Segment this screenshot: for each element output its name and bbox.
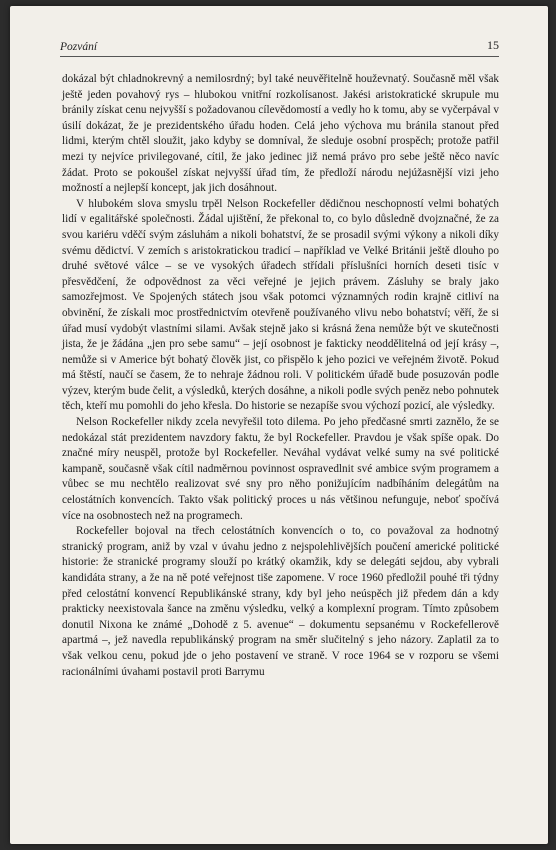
paragraph: dokázal být chladnokrevný a nemilosrdný; byl také neuvěřitelně houževnatý. Současně měl však ještě jeden povahový rys – hlubokou vnitřní rozkolísanost. Jakési aristokratické skrupule mu bránily získat cenu nejvyšší s požadovanou cílevědomostí a vedly ho k tomu, aby se vyčerpával v úsilí dokázat, že je prezidentského úřadu hoden. Celá jeho výchova mu bránila stanout před lidmi, kterým chtěl sloužit, jako kdyby se domníval, že sleduje osobní prospěch; protože patřil mezi ty nejvíce privilegované, cítil, že jako jedinec již nemá právo pro sebe ještě něco navíc žádat. Proto se pokoušel získat nejvyšší úřad tím, že předloží národu nejúžasnější vizi jeho možností a nejlepší koncept, jak jich dosáhnout.	[62, 73, 499, 195]
book-page	[10, 6, 548, 844]
page-header	[60, 36, 499, 57]
body-text	[62, 72, 499, 680]
running-title: Pozvání	[60, 41, 98, 53]
paragraph: Nelson Rockefeller nikdy zcela nevyřešil toto dilema. Po jeho předčasné smrti zaznělo, že se nedokázal stát prezidentem navzdory faktu, že byl Rockefeller. Pravdou je však spíše opak. Do značné míry neuspěl, protože byl Rockefeller. Neváhal vydávat velké sumy na své politické kampaně, současně však cítil nadměrnou povinnost ospravedlnit své ambice svým programem a vůbec se mu nechtělo realizovat své sny pro něho ponižujícím nadbíháním delegátům na celostátních konvencích. Takto však politický proces u nás většinou nefunguje, neboť spočívá více na osobnostech než na programech.	[62, 416, 499, 522]
page-number: 15	[487, 38, 499, 52]
paragraph: V hlubokém slova smyslu trpěl Nelson Rockefeller dědičnou neschopností velmi bohatých lidí v egalitářské společnosti. Žádal ujištění, že překonal to, co bylo důsledně dvojznačné, že za svou kariéru vděčí svým zásluhám a nikoli bohatství, že se prosadil svými výkony a nikoli díky svému dědictví. V zemích s aristokratickou tradicí – například ve Velké Británii ještě dlouho po druhé světové válce – se ve vysokých úřadech střídali příslušníci horních deseti tisíc v přesvědčení, že odpovědnost za věci veřejné je jejich právem. Zásluhy se braly jako samozřejmost. Ve Spojených státech jsou však potomci významných rodin krajně citliví na obvinění, že získali moc prostřednictvím otevřeně používaného vlivu nebo bohatství; věří, že si úřad musí vydobýt vlastními silami. Avšak stejně jako si krásná žena nemůže být ve skutečnosti jista, že je žádána „jen pro sebe samu“ – její osobnost je fakticky neoddělitelná od její krásy –, nemůže si v Americe být bohatý člověk jist, co přispělo k jeho pozici ve veřejném životě. Pokud má štěstí, naučí se časem, že to nehraje žádnou roli. V politickém úřadě bude posuzován podle výzev, kterým bude čelit, a výsledků, kterých dosáhne, a nikoli podle svých peněz nebo pohnutek těch, kteří mu pomohli do jeho křesla. Do historie se nezapíše svou výchozí pozicí, ale výsledky.	[62, 197, 499, 413]
paragraph: Rockefeller bojoval na třech celostátních konvencích o to, co považoval za hodnotný stranický program, aniž by vzal v úvahu jedno z nejspolehlivějších poučení americké politické historie: že stranické programy slouží po krátký okamžik, kdy se delegáti sejdou, aby vybrali kandidáta strany, a že na ně poté veřejnost tiše zapomene. V roce 1960 předložil pouhé tři týdny před celostátní konvencí Republikánské strany, kdy byl jeho neúspěch již předem dán a kdy prakticky neexistovala šance na změnu výsledku, velký a komplexní program. Tímto způsobem donutil Nixona ke známé „Dohodě z 5. avenue“ – dokumentu sepsanému v Rockefellerově apartmá –, jež navedla republikánský program na směr slučitelný s jeho názory. Zaplatil za to však velkou cenu, pokud jde o jeho postavení ve straně. V roce 1964 se v rozporu se všemi racionálními úvahami postavil proti Barrymu	[62, 525, 499, 678]
